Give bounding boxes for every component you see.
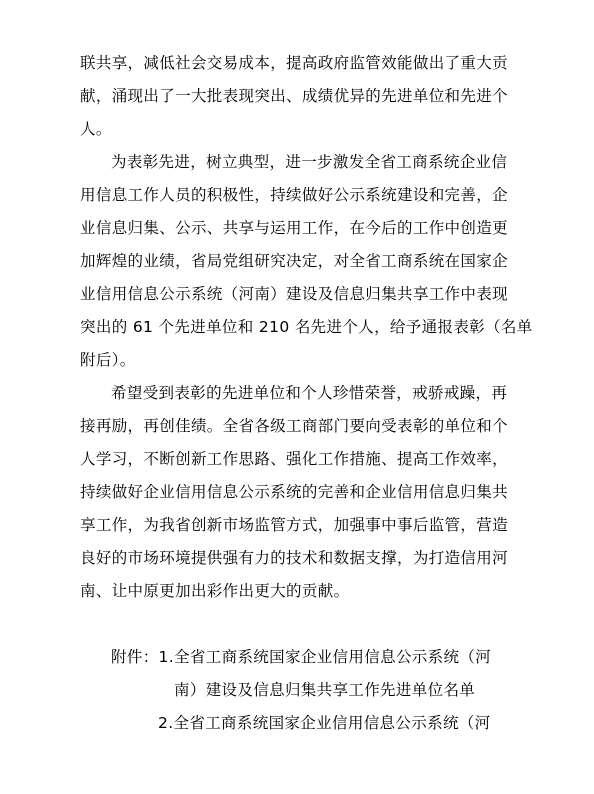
paragraph-line: 南、让中原更加出彩作出更大的贡献。	[80, 582, 350, 600]
paragraph-line: 业信息归集、公示、共享与运用工作，在今后的工作中创造更	[80, 219, 508, 237]
paragraph-line: 加辉煌的业绩，省局党组研究决定，对全省工商系统在国家企	[80, 252, 508, 270]
paragraph-line: 献，涌现出了一大批表现突出、成绩优异的先进单位和先进个	[80, 87, 508, 105]
paragraph-line: 持续做好企业信用信息公示系统的完善和企业信用信息归集共	[80, 483, 508, 501]
paragraph-line: 突出的 61 个先进单位和 210 名先进个人，给予通报表彰（名单	[80, 318, 533, 336]
paragraph-line: 人学习，不断创新工作思路、强化工作措施、提高工作效率，	[80, 450, 508, 468]
paragraph-line: 人。	[80, 120, 112, 138]
paragraph-line: 联共享，减低社会交易成本，提高政府监管效能做出了重大贡	[80, 54, 508, 72]
paragraph-line: 接再励，再创佳绩。全省各级工商部门要向受表彰的单位和个	[80, 417, 508, 435]
paragraph-line: 希望受到表彰的先进单位和个人珍惜荣誉，戒骄戒躁，再	[111, 384, 508, 402]
attachment-line: 2.全省工商系统国家企业信用信息公示系统（河	[158, 714, 491, 732]
paragraph-line: 用信息工作人员的积极性，持续做好公示系统建设和完善，企	[80, 186, 508, 204]
paragraph-line: 良好的市场环境提供强有力的技术和数据支撑，为打造信用河	[80, 549, 508, 567]
paragraph-line: 为表彰先进，树立典型，进一步激发全省工商系统企业信	[111, 153, 508, 171]
paragraph-line: 附后）。	[80, 351, 136, 369]
paragraph-line: 享工作，为我省创新市场监管方式，加强事中事后监管，营造	[80, 516, 508, 534]
attachment-line: 附件：1.全省工商系统国家企业信用信息公示系统（河	[111, 648, 492, 666]
attachment-line: 南）建设及信息归集共享工作先进单位名单	[174, 681, 476, 699]
paragraph-line: 业信用信息公示系统（河南）建设及信息归集共享工作中表现	[80, 285, 508, 303]
